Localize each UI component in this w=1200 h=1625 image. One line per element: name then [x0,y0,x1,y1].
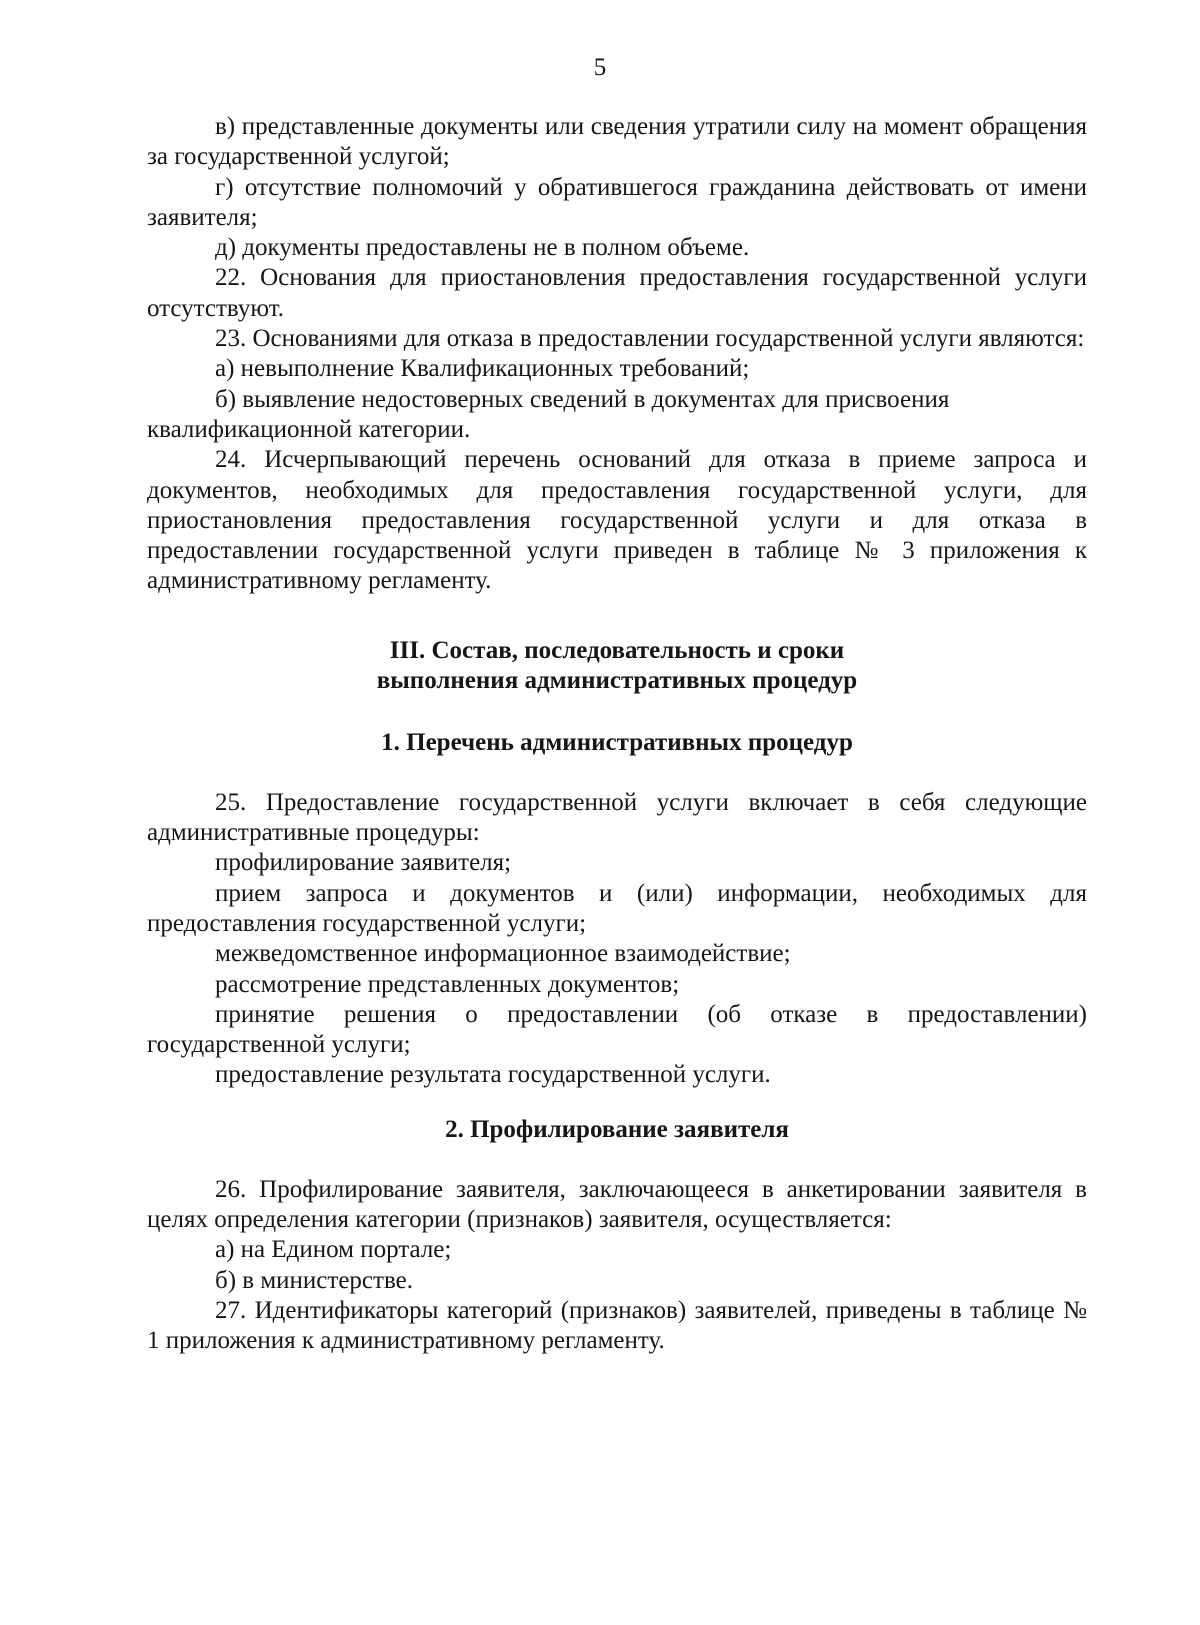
section-3-title-line1: III. Состав, последовательность и сроки [389,636,845,664]
procedure-item: принятие решения о предоставлении (об отказе в предоставлении) государственной услуги; [147,1000,1087,1059]
paragraph-25: 25. Предоставление государственной услуги включает в себя следующие административные процедуры: [147,788,1087,847]
paragraph-27: 27. Идентификаторы категорий (признаков) заявителей, приведены в таблице № 1 приложения к административному регламенту. [147,1296,1087,1355]
procedure-item: профилирование заявителя; [215,849,512,877]
paragraph-26a: а) на Едином портале; [215,1236,452,1264]
procedure-item: прием запроса и документов и (или) информации, необходимых для предоставления государственной услуги; [147,879,1087,937]
procedure-item: рассмотрение представленных документов; [215,970,680,998]
paragraph-23b: б) выявление недостоверных сведений в документах для присвоения квалификационной категории. [147,385,950,443]
paragraph-d: д) документы предоставлены не в полном объеме. [215,234,750,262]
paragraph-26: 26. Профилирование заявителя, заключающееся в анкетировании заявителя в целях определения категории (признаков) заявителя, осуществляется: [147,1175,1087,1234]
paragraph-23a: а) невыполнение Квалификационных требований; [215,355,750,383]
procedure-item: предоставление результата государственной услуги. [215,1061,771,1089]
paragraph-22: 22. Основания для приостановления предоставления государственной услуги отсутствуют. [147,264,1087,322]
paragraph-g: г) отсутствие полномочий у обратившегося гражданина действовать от имени заявителя; [147,173,1087,231]
paragraph-v: в) представленные документы или сведения утратили силу на момент обращения за государственной услугой; [147,113,1087,171]
page-number: 5 [593,54,607,81]
paragraph-23: 23. Основаниями для отказа в предоставлении государственной услуги являются: [215,325,1085,353]
document-body [147,112,1087,1357]
paragraph-24: 24. Исчерпывающий перечень оснований для отказа в приеме запроса и документов, необходимых для предоставления государственной услуги, для приостановления предоставления государственной услуги и для отказа в предоставлении государственной услуги приведен в таблице № 3 приложения к административному регламенту. [147,446,1087,595]
subsection-2-title: 2. Профилирование заявителя [445,1115,789,1143]
section-3-title [147,636,1087,696]
procedure-item: межведомственное информационное взаимодействие; [215,940,791,968]
section-3-title-line2: выполнения административных процедур [376,666,858,694]
paragraph-26b: б) в министерстве. [215,1266,413,1294]
subsection-1-title: 1. Перечень административных процедур [381,728,853,756]
